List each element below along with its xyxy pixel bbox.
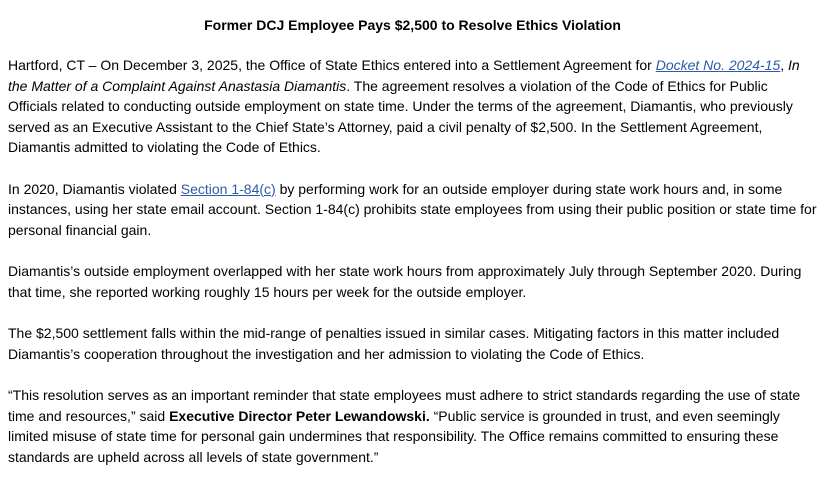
paragraph-text: by performing work for an outside employer during state work hours and, in some instances, using her state email account. Section 1-84(c) prohibits state employees from using their public position or state time for personal financial gain. <box>8 180 817 238</box>
paragraph-employment-overlap: Diamantis’s outside employment overlapped with her state work hours from approximately July through September 2020. During that time, she reported working roughly 15 hours per week for the outside employer. <box>8 263 802 300</box>
paragraph-text: Hartford, CT – On December 3, 2025, the Office of State Ethics entered into a Settlement Agreement for <box>8 57 656 73</box>
paragraph-text: . The agreement resolves a violation of the Code of Ethics for Public Officials related to conducting outside employment on state time. Under the terms of the agreement, Diamantis, who previously served as an Executive Assistant to the Chief State’s Attorney, paid a civil penalty of $2,500. In the Settlement Agreement, Diamantis admitted to violating the Code of Ethics. <box>8 77 793 155</box>
page-title: Former DCJ Employee Pays $2,500 to Resolve Ethics Violation <box>204 17 621 33</box>
case-name: In the Matter of a Complaint Against Anastasia Diamantis <box>8 57 800 94</box>
docket-link[interactable]: Docket No. 2024-15 <box>655 57 781 73</box>
speaker-name: Executive Director Peter Lewandowski. <box>169 407 430 424</box>
paragraph-settlement-range: The $2,500 settlement falls within the mid-range of penalties issued in similar cases. Mitigating factors in this matter included Diamantis’s cooperation throughout the investigation and her admission to violating the Code of Ethics. <box>8 325 780 362</box>
paragraph-text: “Public service is grounded in trust, and even seemingly limited misuse of state time for personal gain undermines that responsibility. The Office remains committed to ensuring these standards are upheld across all levels of state government.” <box>8 407 780 465</box>
paragraph-settlement-announcement <box>8 55 817 158</box>
paragraph-quote <box>8 385 817 467</box>
paragraph-text: In 2020, Diamantis violated <box>8 180 181 197</box>
section-link[interactable]: Section 1-84(c) <box>180 180 276 197</box>
paragraph-violation <box>8 179 817 241</box>
paragraph-text: “This resolution serves as an important reminder that state employees must adhere to strict standards regarding the use of state time and resources,” said <box>8 387 801 424</box>
press-release-page <box>0 15 827 496</box>
paragraph-text: , <box>780 57 789 73</box>
